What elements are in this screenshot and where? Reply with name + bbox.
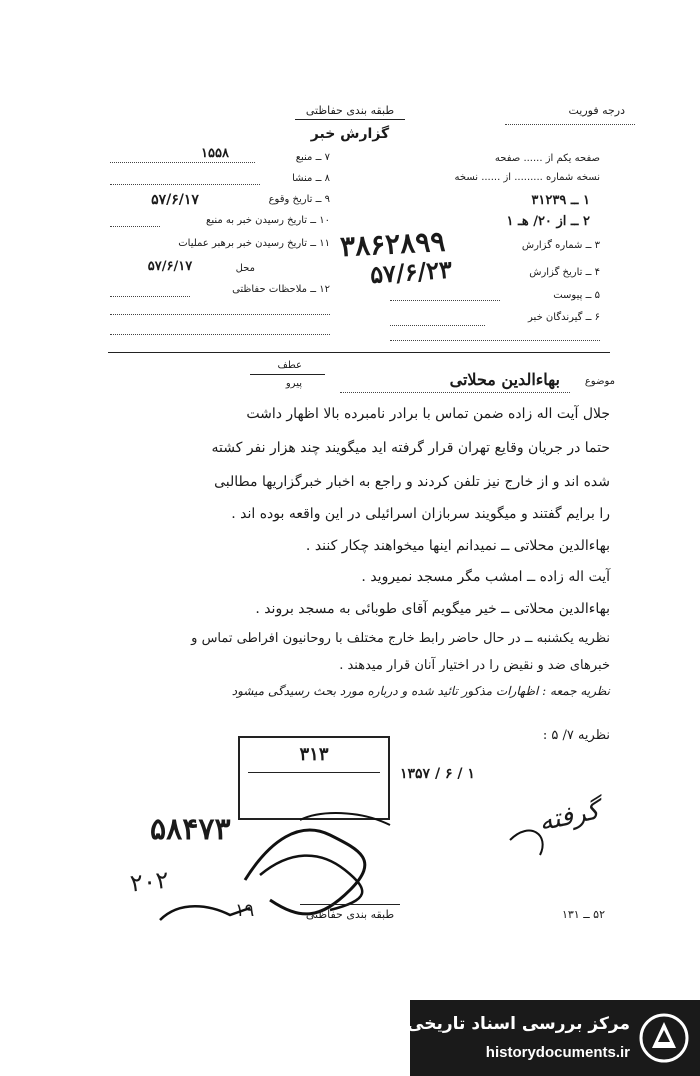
handwritten-report-date: ۵۷/۶/۲۳ <box>369 254 453 290</box>
row2-field: ۲ ــ از ۲۰/ هـ ۱ <box>506 214 590 229</box>
page-of-field: صفحه یکم از ...... صفحه <box>494 153 600 164</box>
classification-top-rule <box>295 119 405 120</box>
priority-label: درجه فوریت <box>568 104 625 117</box>
attachment-dots <box>390 300 500 301</box>
source-arrival-label: ۱۰ ــ تاریخ رسیدن خبر به منبع <box>206 215 330 226</box>
subject-label: موضوع <box>584 376 615 387</box>
notes-dots-2 <box>110 314 330 315</box>
classification-top: طبقه بندی حفاظتی <box>305 104 395 117</box>
classification-bottom: طبقه بندی حفاظتی <box>305 908 395 921</box>
source-arrival-dots <box>110 226 160 227</box>
body-line-5: بهاءالدین محلاتی ــ نمیدانم اینها میخواهند چکار کنند . <box>305 538 610 554</box>
stamp-number: ۳۱۳ <box>299 744 329 765</box>
handwritten-small-number: ۲۰۲ <box>128 865 171 898</box>
body-line-11: نظریه ۷/ ۵ : <box>542 728 610 743</box>
origin-label: ۸ ــ منشا <box>292 173 330 184</box>
peyro-label: پیرو <box>285 378 302 389</box>
body-line-6: آیت اله زاده ــ امشب مگر مسجد نمیروید . <box>361 569 610 585</box>
source-dots <box>110 162 255 163</box>
form-title: گزارش خبر <box>310 126 390 142</box>
footer-rule <box>300 904 400 905</box>
body-line-7: بهاءالدین محلاتی ــ خیر میگویم آقای طوبائی به مسجد بروند . <box>255 601 610 617</box>
signature-right: گرفته <box>536 795 603 838</box>
source-value: ۱۵۵۸ <box>201 146 229 161</box>
body-line-4: را برایم گفتند و میگویند سربازان اسرائیلی در این واقعه بوده اند . <box>231 506 610 522</box>
header-divider <box>108 352 610 353</box>
body-line-3: شده اند و از خارج نیز تلفن کردند و راجع به اخبار خبرگزاریها مطالبی <box>214 474 610 490</box>
handwritten-number: ۵۸۴۷۳ <box>150 812 231 847</box>
row1-field: ۱ ــ ۳۱۲۳۹ <box>531 193 590 208</box>
stamp-date: ۱۳۵۷ / ۶ / ۱ <box>400 766 475 782</box>
report-date-label: ۴ ــ تاریخ گزارش <box>529 267 600 278</box>
signature-bottom-number: ۱۹ <box>235 900 255 921</box>
attachment-label: ۵ ــ پیوست <box>553 290 600 301</box>
subject-dots <box>340 392 570 393</box>
place-label: محل <box>235 263 255 274</box>
occurrence-date-label: ۹ ــ تاریخ وقوع <box>268 194 330 205</box>
handwritten-report-no: ۳۸۶۲۸۹۹ <box>339 224 447 264</box>
occurrence-date-value: ۵۷/۶/۱۷ <box>151 192 199 208</box>
recipients-label: ۶ ــ گیرندگان خبر <box>528 312 600 323</box>
body-line-1: جلال آیت اله زاده ضمن تماس با برادر نامبرده بالا اظهار داشت <box>246 406 610 422</box>
leader-arrival-label: ۱۱ ــ تاریخ رسیدن خبر برهبر عملیات <box>178 238 330 249</box>
leader-arrival-value: ۵۷/۶/۱۷ <box>147 259 193 274</box>
body-line-2: حتما در جریان وقایع تهران قرار گرفته اید میگویند چند هزار نفر کشته <box>211 440 610 456</box>
archive-logo-icon <box>638 1010 690 1066</box>
stamp-rule <box>248 772 380 773</box>
subject-value: بهاءالدین محلاتی <box>449 370 560 389</box>
atf-label: عطف <box>277 360 302 371</box>
watermark-url: historydocuments.ir <box>485 1044 630 1061</box>
atf-rule <box>250 374 325 375</box>
body-line-10: نظریه جمعه : اظهارات مذکور تائید شده و درباره مورد بحث رسیدگی میشود <box>231 684 610 698</box>
form-code: ۵۲ ــ ۱۳۱ <box>561 908 605 921</box>
source-label: ۷ ــ منبع <box>295 152 330 163</box>
copy-no-field: نسخه شماره ......... از ...... نسخه <box>454 172 600 183</box>
notes-dots-3 <box>110 334 330 335</box>
watermark-site-name: مرکز بررسی اسناد تاریخی <box>407 1014 630 1034</box>
origin-dots <box>110 184 260 185</box>
body-line-8: نظریه یکشنبه ــ در حال حاضر رابط خارج مختلف با روحانیون افراطی تماس و <box>191 631 610 646</box>
priority-dots <box>505 124 635 125</box>
recipients-dots <box>390 325 485 326</box>
report-no-label: ۳ ــ شماره گزارش <box>521 240 600 251</box>
security-notes-label: ۱۲ ــ ملاحظات حفاظتی <box>232 284 330 295</box>
body-line-9: خبرهای ضد و نقیض را در اختیار آنان قرار میدهند . <box>339 658 610 673</box>
recipients-dots-2 <box>390 340 600 341</box>
notes-dots-1 <box>110 296 190 297</box>
